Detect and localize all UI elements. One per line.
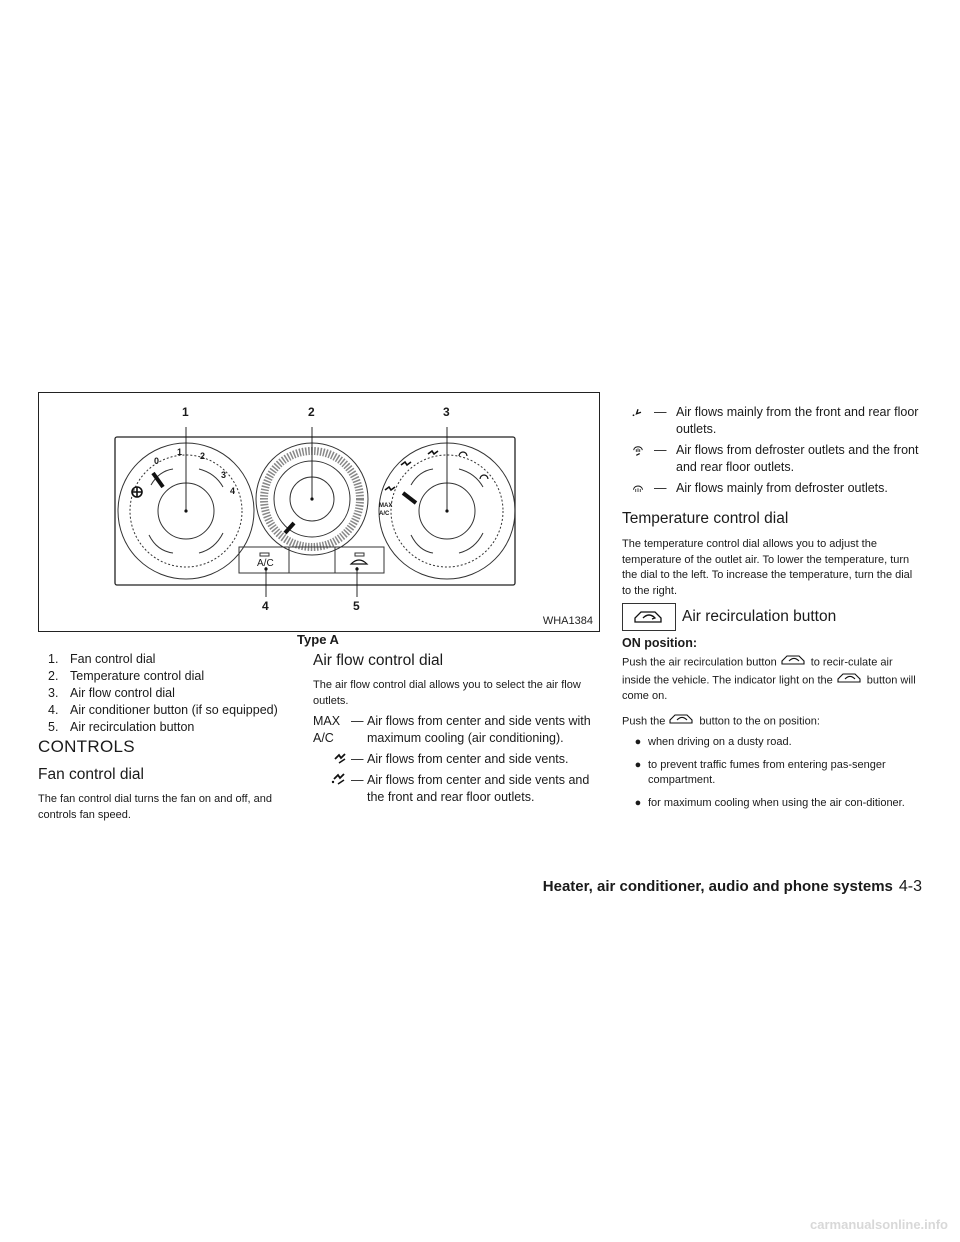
dial-max-label: MAX bbox=[379, 503, 393, 509]
watermark: carmanualsonline.info bbox=[810, 1217, 948, 1232]
page-number: 4-3 bbox=[898, 878, 922, 895]
footer-section-title: Heater, air conditioner, audio and phone systems bbox=[542, 878, 893, 895]
temperature-description: The temperature control dial allows you to adjust the temperature of the outlet air. To lower the temperature, turn the dial to the left. To increase the temperature, turn the dial to the right. bbox=[622, 538, 913, 597]
callout-3: 3 bbox=[443, 405, 450, 419]
figure-code: WHA1384 bbox=[542, 615, 593, 627]
list-item: ● for maximum cooling when using the air con-ditioner. bbox=[634, 796, 905, 809]
callout-5: 5 bbox=[353, 599, 360, 613]
floor-icon bbox=[622, 404, 644, 438]
list-item: 2. Temperature control dial bbox=[48, 669, 205, 683]
ac-button-label: A/C bbox=[257, 558, 274, 569]
list-item: 5. Air recirculation button bbox=[48, 720, 195, 734]
heading-air-recirculation-button: Air recirculation button bbox=[622, 603, 836, 631]
fan-tick-1: 1 bbox=[177, 447, 183, 457]
fan-tick-2: 2 bbox=[200, 451, 206, 461]
list-item: ● to prevent traffic fumes from entering pas-senger compartment. bbox=[634, 758, 886, 786]
fan-tick-0: 0 bbox=[154, 456, 160, 466]
on-position-label: ON position: bbox=[622, 636, 697, 650]
hvac-control-panel-figure bbox=[38, 392, 600, 632]
heading-temperature-control-dial: Temperature control dial bbox=[622, 510, 789, 527]
airflow-mode-max-ac: MAX A/C — Air flows from center and side vents with maximum cooling (air conditioning). bbox=[313, 714, 591, 745]
heading-air-flow-control-dial: Air flow control dial bbox=[313, 652, 444, 669]
airflow-mode-defrost: — Air flows mainly from defroster outlets. bbox=[622, 480, 922, 497]
recirculation-description: Push the air recirculation button to recir-culate air inside the vehicle. The indicator light on the button will come on. Push the button to the on position: bbox=[622, 654, 922, 730]
callout-1: 1 bbox=[182, 405, 189, 419]
parts-list bbox=[48, 651, 303, 736]
fan-icon bbox=[132, 487, 142, 497]
airflow-modes bbox=[313, 713, 603, 810]
fan-description: The fan control dial turns the fan on and off, and controls fan speed. bbox=[38, 793, 273, 821]
vent-icon bbox=[313, 751, 351, 768]
list-item: 1. Fan control dial bbox=[48, 652, 156, 666]
list-item: ● when driving on a dusty road. bbox=[634, 736, 792, 748]
figure-caption: Type A bbox=[297, 632, 339, 647]
recirculation-icon bbox=[622, 603, 676, 631]
fan-tick-4: 4 bbox=[230, 486, 236, 496]
hvac-panel-illustration bbox=[39, 393, 599, 631]
recirculation-icon bbox=[667, 713, 697, 731]
recirculation-icon bbox=[835, 672, 865, 690]
callout-2: 2 bbox=[308, 405, 315, 419]
airflow-description: The air flow control dial allows you to select the air flow outlets. bbox=[313, 679, 581, 707]
dial-max-ac-label: A/C bbox=[379, 511, 390, 517]
airflow-mode-bilevel: — Air flows from center and side vents and the front and rear floor outlets. bbox=[313, 772, 603, 806]
recirculation-icon bbox=[779, 654, 809, 672]
defrost-icon bbox=[622, 480, 644, 497]
page-footer bbox=[543, 878, 922, 896]
airflow-modes-continued bbox=[622, 404, 922, 501]
heading-fan-control-dial: Fan control dial bbox=[38, 766, 144, 783]
list-item: 3. Air flow control dial bbox=[48, 686, 175, 700]
recirculation-icon bbox=[351, 560, 367, 564]
floor-defrost-icon bbox=[622, 442, 644, 476]
airflow-mode-floor: — Air flows mainly from the front and rear floor outlets. bbox=[622, 404, 922, 438]
recirculation-uses bbox=[622, 735, 922, 818]
list-item: 4. Air conditioner button (if so equipped) bbox=[48, 703, 278, 717]
callout-4: 4 bbox=[262, 599, 269, 613]
airflow-mode-vent: — Air flows from center and side vents. bbox=[313, 751, 603, 768]
section-heading-controls: CONTROLS bbox=[38, 737, 135, 756]
airflow-mode-floor-defrost: — Air flows from defroster outlets and the front and rear floor outlets. bbox=[622, 442, 922, 476]
bilevel-icon bbox=[313, 772, 351, 806]
fan-tick-3: 3 bbox=[221, 470, 227, 480]
